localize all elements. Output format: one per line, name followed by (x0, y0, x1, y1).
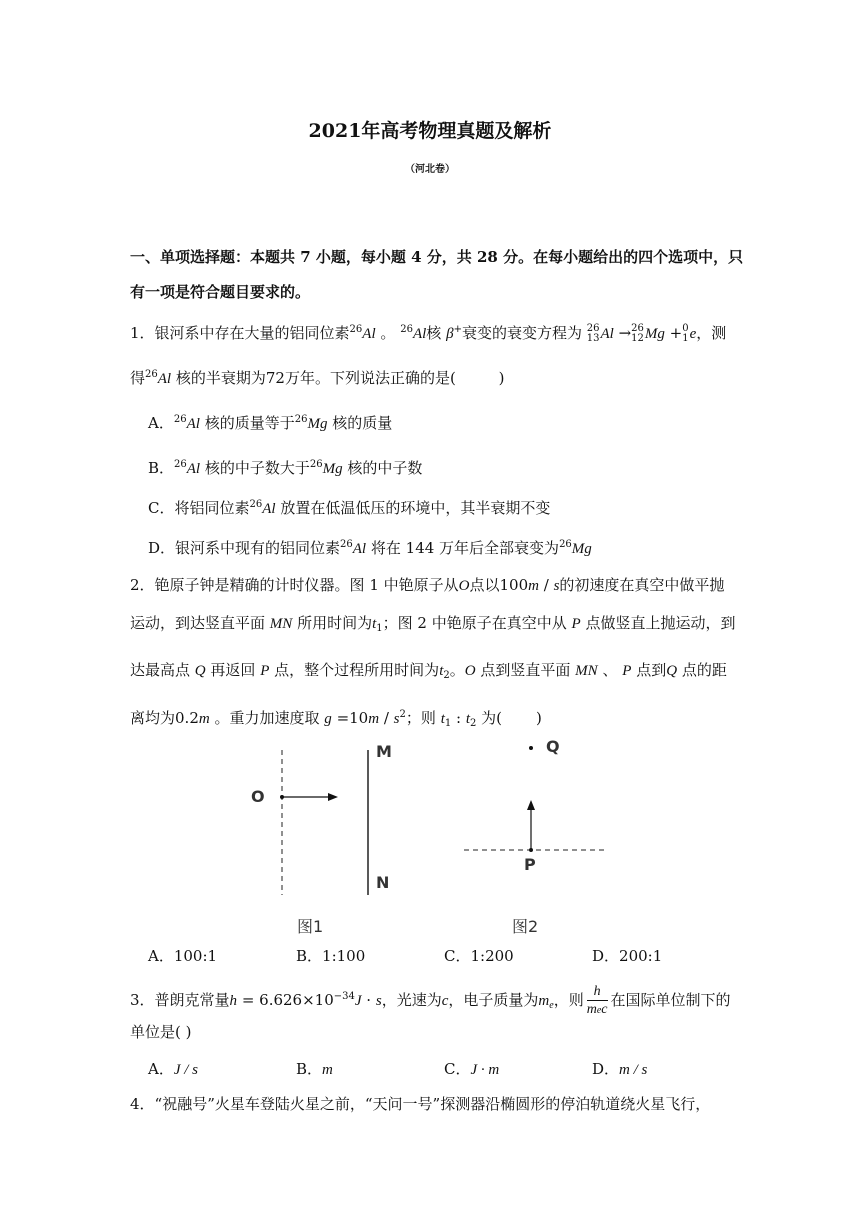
q2-line1: 2．铯原子钟是精确的计时仪器。图 1 中铯原子从O点以100m / s的初速度在真空中做平抛 (130, 576, 725, 594)
q1-line1: 1．银河系中存在大量的铝同位素$^{26}$Al 。 $^{26}$Al核 β+衰变的衰变方程为 26 13Al →26 12Mg +0 1e，测 (130, 323, 727, 344)
q2-text: 。 (449, 661, 465, 679)
q1-option-c[interactable]: C．将铝同位素$^{26}$Al 放置在低温低压的环境中，其半衰期不变 (148, 499, 551, 517)
option-letter: D． (592, 1060, 620, 1078)
option-value: m / s (619, 1062, 648, 1078)
option-letter: C． (444, 1060, 471, 1078)
page-subtitle: （河北卷） (405, 164, 455, 175)
q1-text: ，测 (696, 324, 727, 342)
q2-line3: 达最高点 Q 再返回 P 点，整个过程所用时间为$t_2$。O 点到竖直平面 MN 、 P 点到Q 点的距 (130, 661, 727, 681)
q3-option-d[interactable] (592, 1059, 647, 1080)
q2-text: 点的距 (681, 661, 727, 679)
option-value: J / s (173, 1062, 199, 1078)
option-text: 核的质量 (332, 414, 393, 432)
q1-text: 1．银河系中存在大量的铝同位素 (130, 324, 350, 342)
option-letter: A． (148, 1060, 174, 1078)
option-text: 将在 144 万年后全部衰变为 (370, 539, 560, 557)
q1-line2: 得$^{26}$Al 核的半衰期为72万年。下列说法正确的是( ) (130, 369, 505, 387)
section-heading-line2: 有一项是符合题目要求的。 (130, 283, 311, 301)
q2-text: ) (536, 709, 542, 727)
q1-text: 衰变的衰变方程为 (461, 324, 582, 342)
arrow-up-icon (527, 800, 535, 810)
option-letter: B． (296, 1060, 323, 1078)
q3-option-a[interactable] (148, 1059, 198, 1080)
q2-text: 。重力加速度取 (214, 709, 320, 727)
label-n: N (376, 873, 390, 892)
label-m: M (376, 742, 392, 761)
q2-option-c[interactable]: C．1:200 (444, 947, 514, 965)
q2-option-a[interactable]: A．100:1 (148, 947, 218, 965)
q2-text: 达最高点 (130, 661, 191, 679)
figure-2 (460, 740, 620, 870)
q3-text: ，则 (553, 991, 584, 1009)
option-text: 放置在低温低压的环境中，其半衰期不变 (280, 499, 551, 517)
page-title: 2021年高考物理真题及解析 (308, 120, 552, 142)
q2-text: 2．铯原子钟是精确的计时仪器。图 1 中铯原子从 (130, 576, 459, 594)
option-letter: C．将铝同位素 (148, 499, 250, 517)
q2-text: 为( (481, 709, 503, 727)
q1-option-b[interactable]: B．$^{26}$Al 核的中子数大于$^{26}$Mg 核的中子数 (148, 459, 423, 477)
q2-text: 点到竖直平面 (480, 661, 571, 679)
q2-text: ；则 (405, 709, 436, 727)
figure-1-caption: 图1 (297, 917, 324, 936)
figure-2-caption: 图2 (512, 917, 539, 936)
q2-text: 点以 (469, 576, 500, 594)
label-o: O (251, 787, 265, 806)
q2-text: 点，整个过程所用时间为 (274, 661, 440, 679)
q1-text: ) (498, 369, 505, 387)
option-letter: B． (148, 459, 175, 477)
option-value: m (322, 1062, 333, 1078)
point-p (529, 848, 533, 852)
q3-option-b[interactable] (296, 1059, 333, 1080)
q2-text: 运动，到达竖直平面 (130, 614, 266, 632)
q2-text: 所用时间为 (297, 614, 373, 632)
q2-option-b[interactable]: B．1:100 (296, 947, 366, 965)
q2-text: 离均为 (130, 709, 176, 727)
option-value: J · m (470, 1062, 500, 1078)
q3-option-c[interactable] (444, 1059, 499, 1080)
option-text: 核的质量等于 (204, 414, 295, 432)
q1-option-d[interactable]: D．银河系中现有的铝同位素$^{26}$Al 将在 144 万年后全部衰变为$^{26}$Mg (148, 539, 592, 557)
option-letter: A． (148, 414, 174, 432)
q2-text: 、 (602, 661, 618, 679)
q2-text: 再返回 (210, 661, 256, 679)
q2-text: 的初速度在真空中做平抛 (559, 576, 725, 594)
q1-option-a[interactable]: A．$^{26}$Al 核的质量等于$^{26}$Mg 核的质量 (148, 414, 393, 432)
q3-text: 在国际单位制下的 (610, 991, 731, 1009)
label-p: P (524, 855, 536, 874)
q1-text: 得 (130, 369, 146, 387)
q1-text: 。 (380, 324, 396, 342)
q2-line4: 离均为0.2m 。重力加速度取 $g =10m / s^2$；则 $t_1$ : $t_2$ 为( ) (130, 709, 542, 729)
q2-option-d[interactable]: D．200:1 (592, 947, 663, 965)
option-letter: D．银河系中现有的铝同位素 (148, 539, 341, 557)
option-text: 核的中子数大于 (204, 459, 310, 477)
point-q (529, 746, 533, 750)
q1-text: 核 (426, 324, 442, 342)
q3-line2: 单位是( ) (130, 1023, 192, 1041)
q2-text: ；图 2 中铯原子在真空中从 (382, 614, 567, 632)
q2-line2: 运动，到达竖直平面 MN 所用时间为$t_1$；图 2 中铯原子在真空中从 P 点做竖直上抛运动，到 (130, 614, 736, 634)
section-heading-line1: 一、单项选择题：本题共 7 小题，每小题 4 分，共 28 分。在每小题给出的四个选项中，只 (130, 248, 744, 266)
q2-text: 点做竖直上抛运动，到 (585, 614, 736, 632)
q1-text: 核的半衰期为72万年。下列说法正确的是( (175, 369, 456, 387)
q2-text: 点到 (636, 661, 667, 679)
label-q: Q (546, 737, 560, 756)
arrow-head-icon (328, 793, 338, 801)
h-over-mec-fraction: $\frac{h}{\text{mec}}$ (586, 984, 608, 1017)
q3-text: ，光速为 (381, 991, 442, 1009)
q4-line1: 4．“祝融号”火星车登陆火星之前，“天问一号”探测器沿椭圆形的停泊轨道绕火星飞行， (130, 1095, 711, 1113)
q3-line1: 3．普朗克常量$h = 6.626\times 10^{-34}J \cdot s$，光速为c，电子质量为$m_e$，则 $\frac{h}{\text{mec}}$ 在国际单位制下的 (130, 984, 731, 1017)
q3-text: ，电子质量为 (448, 991, 539, 1009)
option-text: 核的中子数 (347, 459, 423, 477)
q3-text: 3．普朗克常量 (130, 991, 230, 1009)
